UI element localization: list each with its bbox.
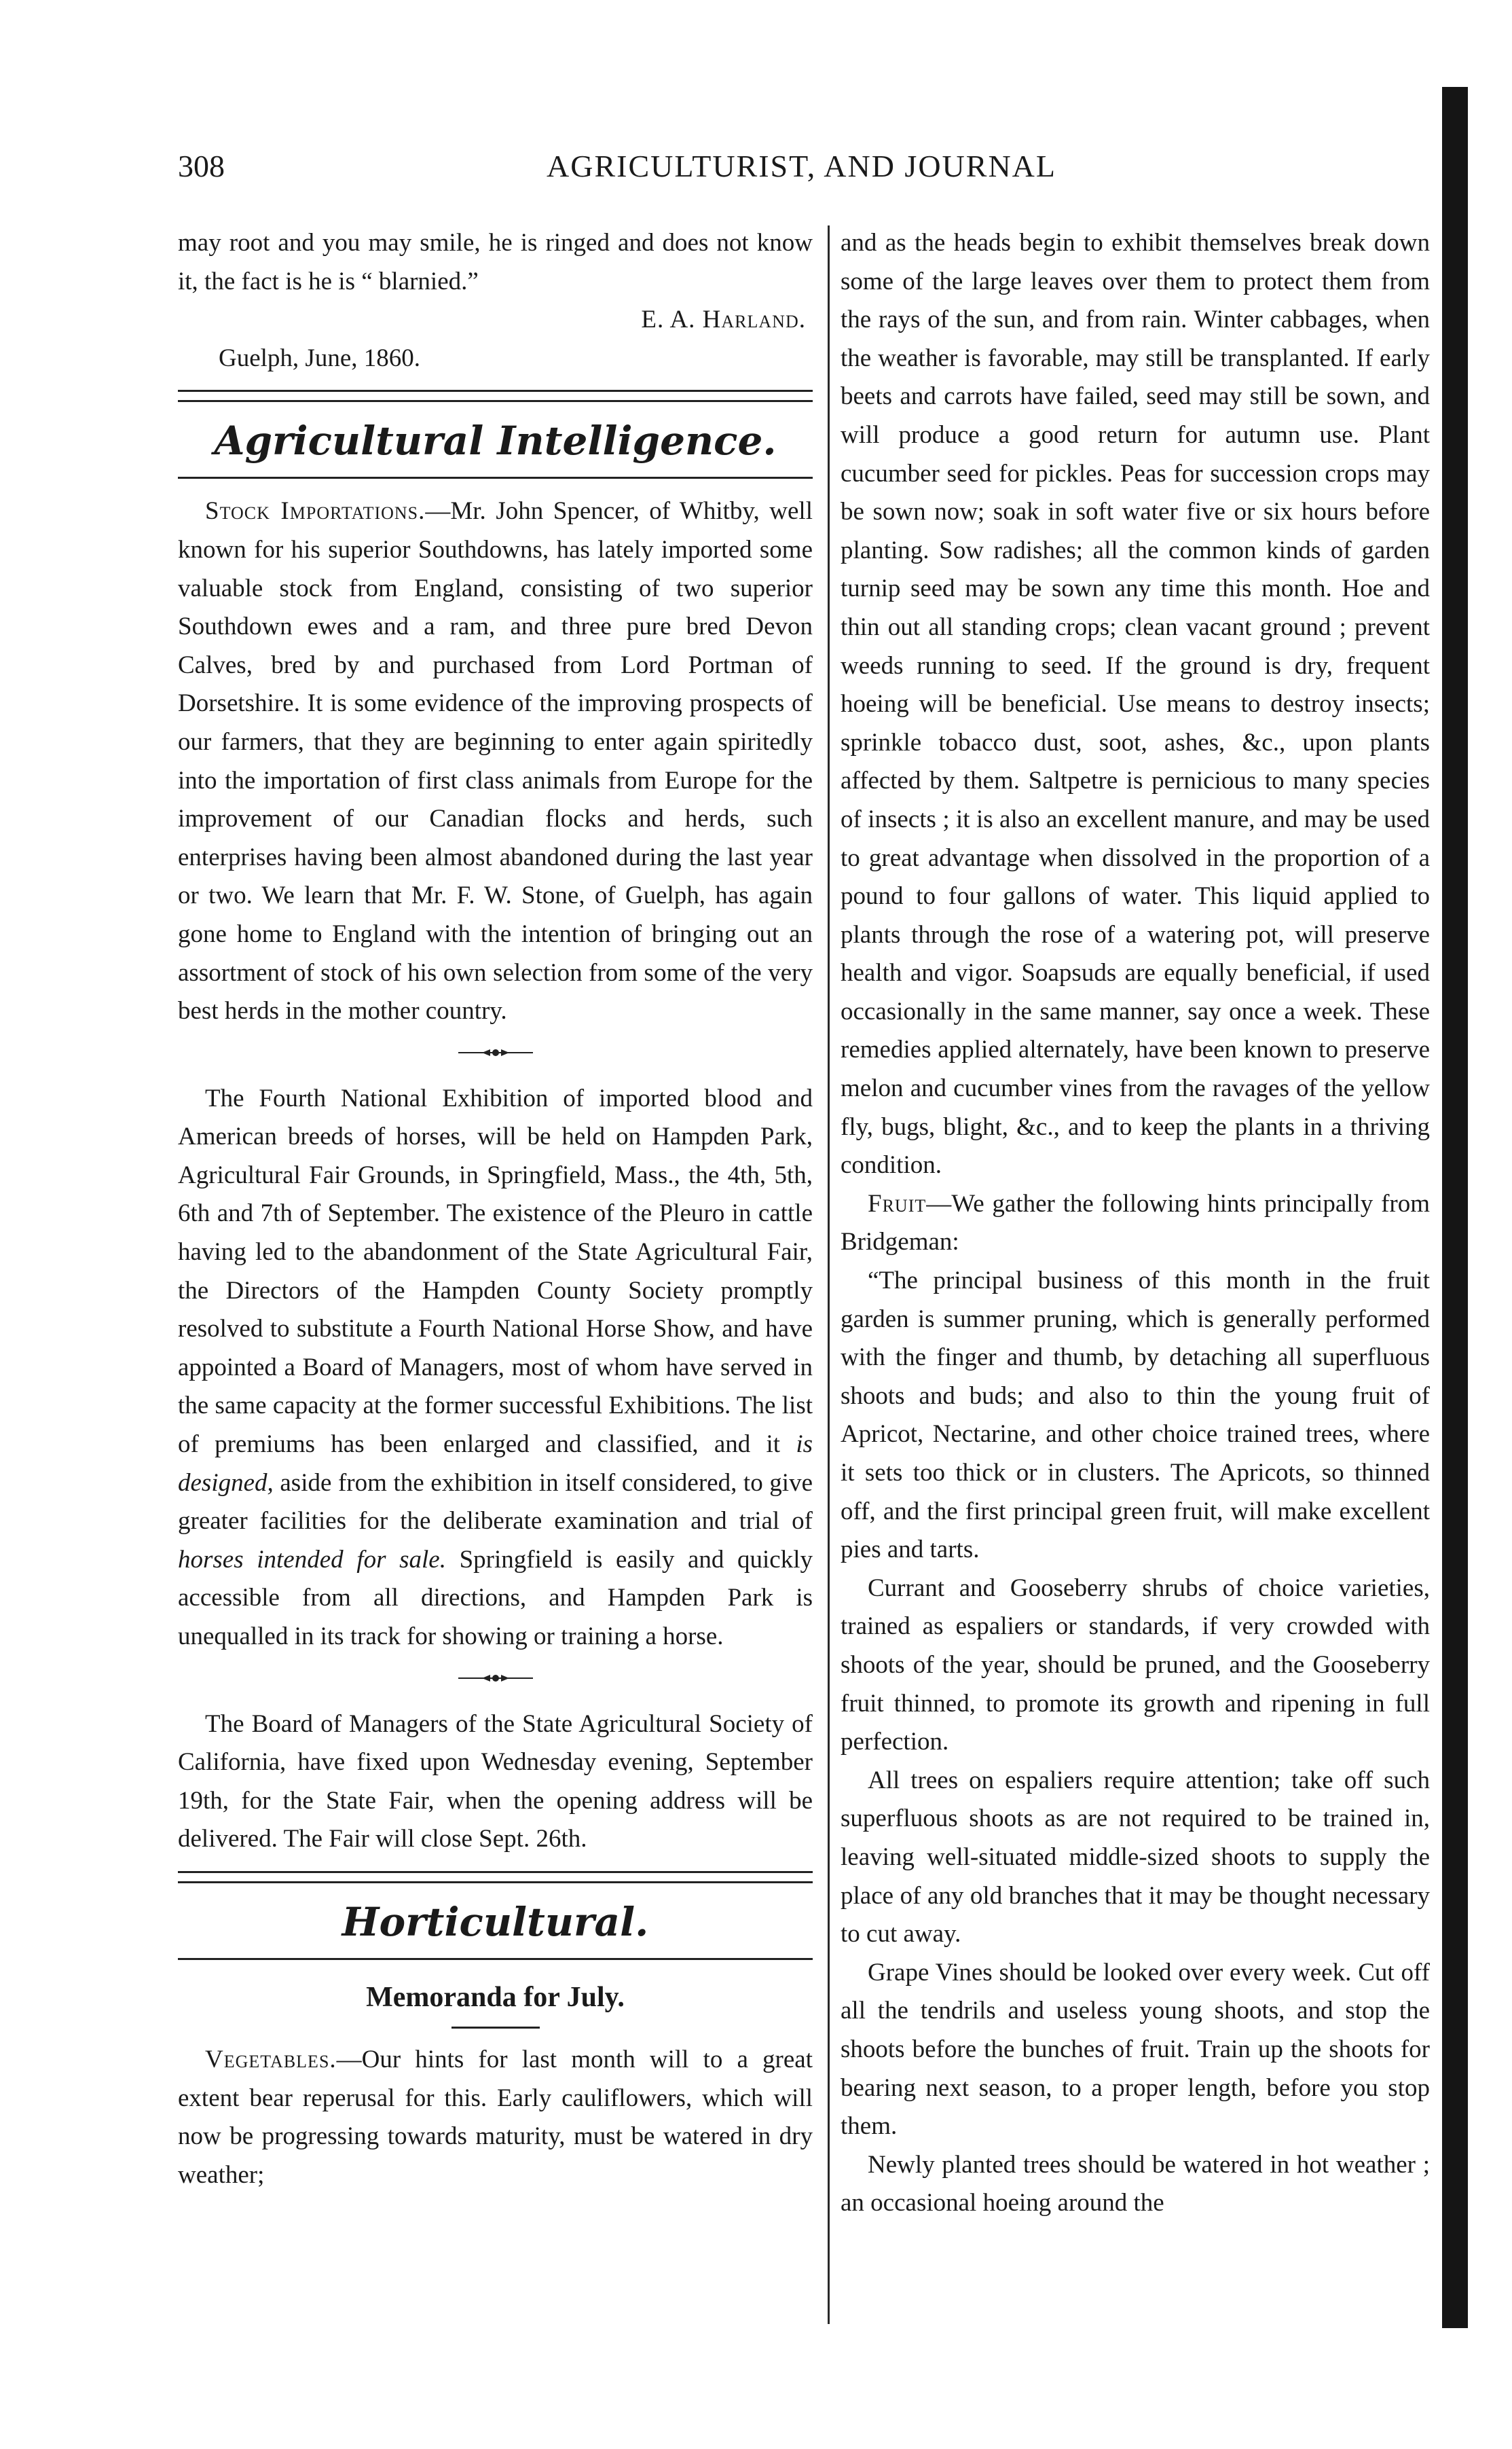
section-rule xyxy=(178,1958,813,1960)
author-signature: E. A. Harland. xyxy=(641,306,806,334)
divider-ornament-icon xyxy=(455,1046,536,1059)
section-heading-agricultural: Agricultural Intelligence. xyxy=(214,418,777,465)
scan-edge-shadow xyxy=(1442,87,1468,2328)
ornamental-divider xyxy=(178,1671,813,1685)
exhibition-emphasis-2: horses intended for sale. xyxy=(178,1545,446,1574)
short-rule xyxy=(451,2027,540,2029)
column-rule xyxy=(828,225,830,2324)
place-date: Guelph, June, 1860. xyxy=(219,344,420,372)
exhibition-text-1: The Fourth National Exhibition of imported blood and American breeds of horses, will be held on Hampden Park, Agricultural Fair Grounds, in Springfield, Mass., the 4th, 5th, 6th and 7th of September. The existence of the Pleuro in cattle having led to the abandonment of the State Agricultural Fair, the Directors of the Hampden County Society promptly resolved to substitute a Fourth National Horse Show, and have appointed a Board of Managers, most of whom have served in the same capacity at the former successful Exhibitions. The list of premiums has been enlarged and classified, and it xyxy=(178,1084,813,1459)
exhibition-emphasis-1: is designed, xyxy=(178,1430,813,1497)
vegetables-text: —Our hints for last month will to a great extent bear reperusal for this. Early cauliflowers, which will now be progressing towards maturity, must be watered in dry weather; xyxy=(178,2045,813,2189)
quote-paragraph: Currant and Gooseberry shrubs of choice varieties, trained as espaliers or standards, if very crowded with shoots of the year, should be pruned, and the Gooseberry fruit thinned, to promote its growth and ripening in full perfection. xyxy=(841,1574,1430,1756)
intro-paragraph: may root and you may smile, he is ringed and does not know it, the fact is he is “ blarnied.” xyxy=(178,229,813,295)
vegetables-continued-paragraph: and as the heads begin to exhibit themselves break down some of the large leaves over them to protect them from the rays of the sun, and from rain. Winter cabbages, when the weather is favorable, may still be transplanted. If early beets and carrots have failed, seed may still be sown, and will produce a good return for autumn use. Plant cucumber seed for pickles. Peas for succession crops may be sown now; soak in soft water five or six hours before planting. Sow radishes; all the common kinds of garden turnip seed may be sown any time this month. Hoe and thin out all standing crops; clean vacant ground ; prevent weeds running to seed. If the ground is dry, frequent hoeing will be beneficial. Use means to destroy insects; sprinkle tobacco dust, soot, ashes, &c., upon plants affected by them. Saltpetre is pernicious to many species of insects ; it is also an excellent manure, and may be used to great advantage when dissolved in the proportion of a pound to four gallons of water. This liquid applied to plants through the rose of a watering pot, will preserve health and vigor. Soapsuds are equally beneficial, if used occasionally in the same manner, say once a week. These remedies applied alternately, have been known to preserve melon and cucumber vines from the ravages of the yellow fly, bugs, blight, &c., and to keep the plants in a thriving condition. xyxy=(841,229,1430,1180)
vegetables-lead: Vegetables. xyxy=(205,2045,337,2073)
stock-lead: Stock Importations. xyxy=(205,497,426,526)
fruit-paragraph xyxy=(841,1185,1430,1262)
memoranda-title: Memoranda for July. xyxy=(366,1981,625,2013)
right-column xyxy=(841,224,1430,2329)
left-column xyxy=(178,224,813,2194)
running-title: AGRICULTURIST, AND JOURNAL xyxy=(547,149,1056,183)
quote-paragraph: All trees on espaliers require attention; take off such superfluous shoots as are not required to be trained in, leaving well-situated middle-sized shoots to supply the place of any old branches that it may be thought necessary to cut away. xyxy=(841,1766,1430,1948)
quote-paragraph: Grape Vines should be looked over every week. Cut off all the tendrils and useless young shoots, and stop the shoots before the bunches of fruit. Train up the shoots for bearing next season, to a proper length, before you stop them. xyxy=(841,1958,1430,2141)
fruit-lead: Fruit xyxy=(868,1189,927,1218)
divider-ornament-icon xyxy=(455,1671,536,1685)
quote-paragraph: Newly planted trees should be watered in hot weather ; an occasional hoeing around the xyxy=(841,2150,1430,2217)
stock-importations-paragraph xyxy=(178,492,813,1030)
section-heading-horticultural: Horticultural. xyxy=(342,1898,649,1945)
fruit-text: —We gather the following hints principally from Bridgeman: xyxy=(841,1189,1430,1256)
ornamental-divider xyxy=(178,1046,813,1059)
section-double-rule xyxy=(178,390,813,402)
exhibition-text-3: Springfield is easily and quickly accessible from all directions, and Hampden Park is unequalled in its track for showing or training a horse. xyxy=(178,1545,813,1650)
section-double-rule xyxy=(178,1871,813,1883)
vegetables-paragraph xyxy=(178,2041,813,2194)
stock-text: —Mr. John Spencer, of Whitby, well known for his superior Southdowns, has lately imported some valuable stock from England, consisting of two superior Southdown ewes and a ram, and three pure bred Devon Calves, bred by and purchased from Lord Portman of Dorsetshire. It is some evidence of the improving prospects of our farmers, that they are beginning to enter again spiritedly into the importation of first class animals from Europe for the improvement of our Canadian flocks and herds, such enterprises having been almost abandoned during the last year or two. We learn that Mr. F. W. Stone, of Guelph, has again gone home to England with the intention of bringing out an assortment of stock of his own selection from some of the very best herds in the mother country. xyxy=(178,497,813,1026)
exhibition-text-2: aside from the exhibition in itself considered, to give greater facilities for the deliberate examination and trial of xyxy=(178,1468,813,1536)
horse-exhibition-paragraph xyxy=(178,1080,813,1656)
page-number: 308 xyxy=(178,149,225,183)
section-rule xyxy=(178,477,813,479)
california-fair-paragraph: The Board of Managers of the State Agricultural Society of California, have fixed upon Wednesday evening, September 19th, for the State Fair, when the opening address will be delivered. The Fair will close Sept. 26th. xyxy=(178,1709,813,1853)
quote-paragraph: “The principal business of this month in the fruit garden is summer pruning, which is generally performed with the finger and thumb, by detaching all superfluous shoots and buds; and also to thin the young fruit of Apricot, Nectarine, and other choice trained trees, where it sets too thick or in clusters. The Apricots, so thinned off, and the first principal green fruit, will make excellent pies and tarts. xyxy=(841,1267,1430,1564)
